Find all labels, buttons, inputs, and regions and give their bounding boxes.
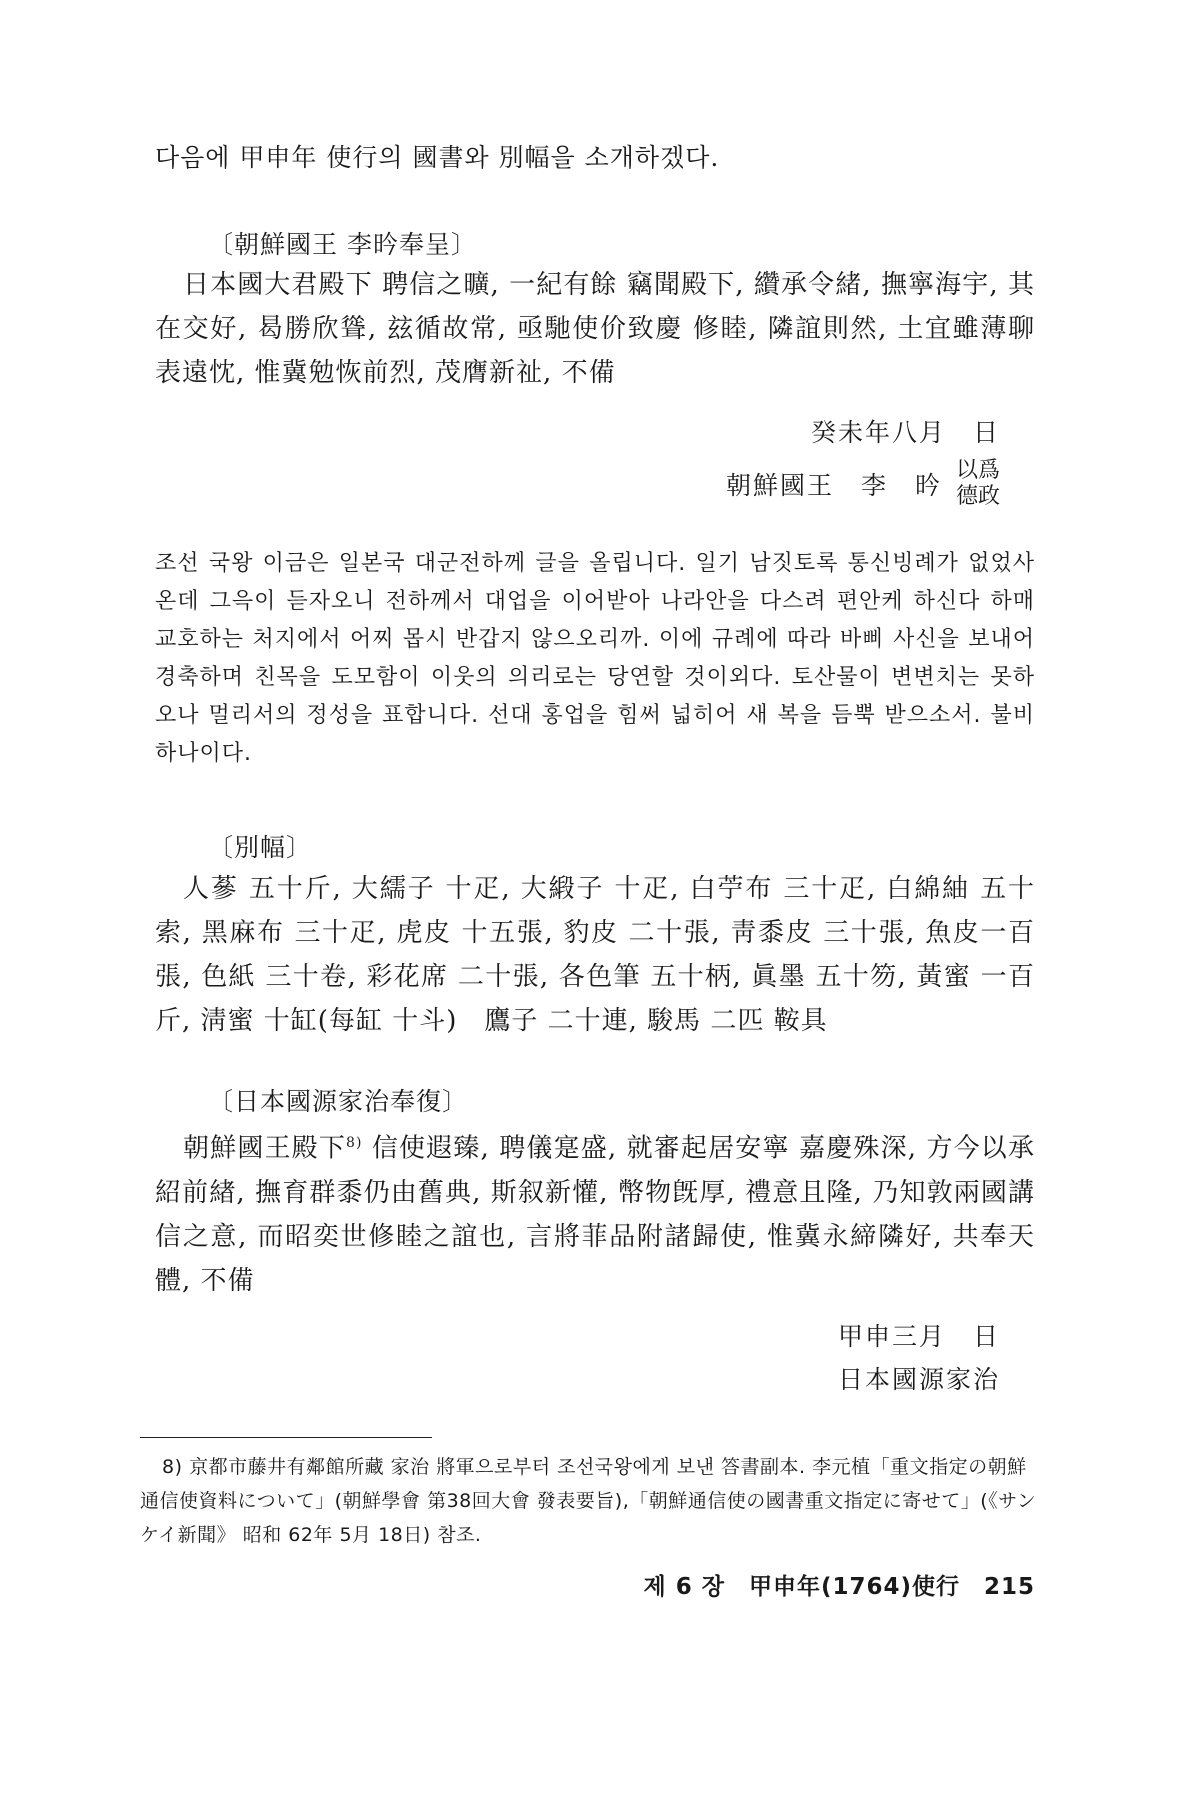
letter1-date: 癸未年八月 日: [810, 418, 1000, 447]
footnote-text: 京都市藤井有鄰館所藏 家治 將軍으로부터 조선국왕에게 보낸 答書副本. 李元植「重文指定の朝鮮通信使資料について」(朝鮮學會 第38回大會 發表要旨),「朝鮮通信使の國書重文指定に寄せて」(《サンケイ新聞》 昭和 62年 5月 18日) 참조.: [140, 1456, 1037, 1546]
footnote-ref[interactable]: 8): [346, 1135, 363, 1151]
footnote-number: 8): [162, 1456, 183, 1478]
letter2-body-rest: 信使遐臻, 聘儀寔盛, 就審起居安寧 嘉慶殊深, 方今以承紹前緖, 撫育群黍仍由舊典, 斯叙新懽, 幣物旣厚, 禮意且隆, 乃知敦兩國講信之意, 而昭奕世修睦之誼也, 言將菲品附諸歸使, 惟冀永締隣好, 共奉天體, 不備: [155, 1133, 1035, 1296]
letter2-body: [155, 1121, 1035, 1303]
page-footer: 제 6 장 甲申年(1764)使行 215: [643, 1574, 1035, 1600]
intro-paragraph: 다음에 甲申年 使行의 國書와 別幅을 소개하겠다.: [155, 143, 720, 172]
seal-line: 以爲: [955, 458, 1000, 483]
letter2-heading: 〔日本國源家治奉復〕: [208, 1087, 469, 1116]
letter1-signature: 朝鮮國王 李 昑: [725, 471, 942, 500]
seal-inscription: [956, 458, 1000, 510]
gift-list-heading: 〔別幅〕: [208, 833, 313, 862]
letter1-body: 日本國大君殿下 聘信之曠, 一紀有餘 竊聞殿下, 纘承令緒, 撫寧海宇, 其在交好, 曷勝欣聳, 玆循故常, 亟馳使价致慶 修睦, 隣誼則然, 土宜雖薄聊表遠忱, 惟冀勉恢前烈, 茂膺新祉, 不備: [155, 270, 1035, 388]
footnote: [140, 1450, 1040, 1552]
letter2-body-start: 朝鮮國王殿下: [183, 1133, 347, 1164]
korean-translation: 조선 국왕 이금은 일본국 대군전하께 글을 올립니다. 일기 남짓토록 통신빙례가 없었사온데 그윽이 듣자오니 전하께서 대업을 이어받아 나라안을 다스려 편안케 하신다 하매 교호하는 처지에서 어찌 몹시 반갑지 않으오리까. 이에 규례에 따라 바삐 사신을 보내어 경축하며 친목을 도모함이 이웃의 의리로는 당연할 것이외다. 토산물이 변변치는 못하오나 멀리서의 정성을 표합니다. 선대 홍업을 힘써 넓히어 새 복을 듬뿍 받으소서. 불비하나이다.: [155, 551, 1035, 766]
footnote-divider: [140, 1437, 432, 1438]
letter1-heading: 〔朝鮮國王 李昑奉呈〕: [208, 230, 477, 259]
letter2-date: 甲申三月 日: [837, 1322, 1000, 1351]
seal-line: 德政: [955, 484, 1000, 509]
letter1-signature-block: [726, 458, 1000, 510]
letter2-signature: 日本國源家治: [837, 1365, 1000, 1394]
gift-list-body: 人蔘 五十斤, 大繻子 十疋, 大緞子 十疋, 白苧布 三十疋, 白綿紬 五十索, 黑麻布 三十疋, 虎皮 十五張, 豹皮 二十張, 靑黍皮 三十張, 魚皮一百張, 色紙 三十卷, 彩花席 二十張, 各色筆 五十柄, 眞墨 五十笏, 黃蜜 一百斤, 淸蜜 十缸(每缸 十斗) 鷹子 二十連, 駿馬 二匹 鞍具: [155, 874, 1035, 1036]
